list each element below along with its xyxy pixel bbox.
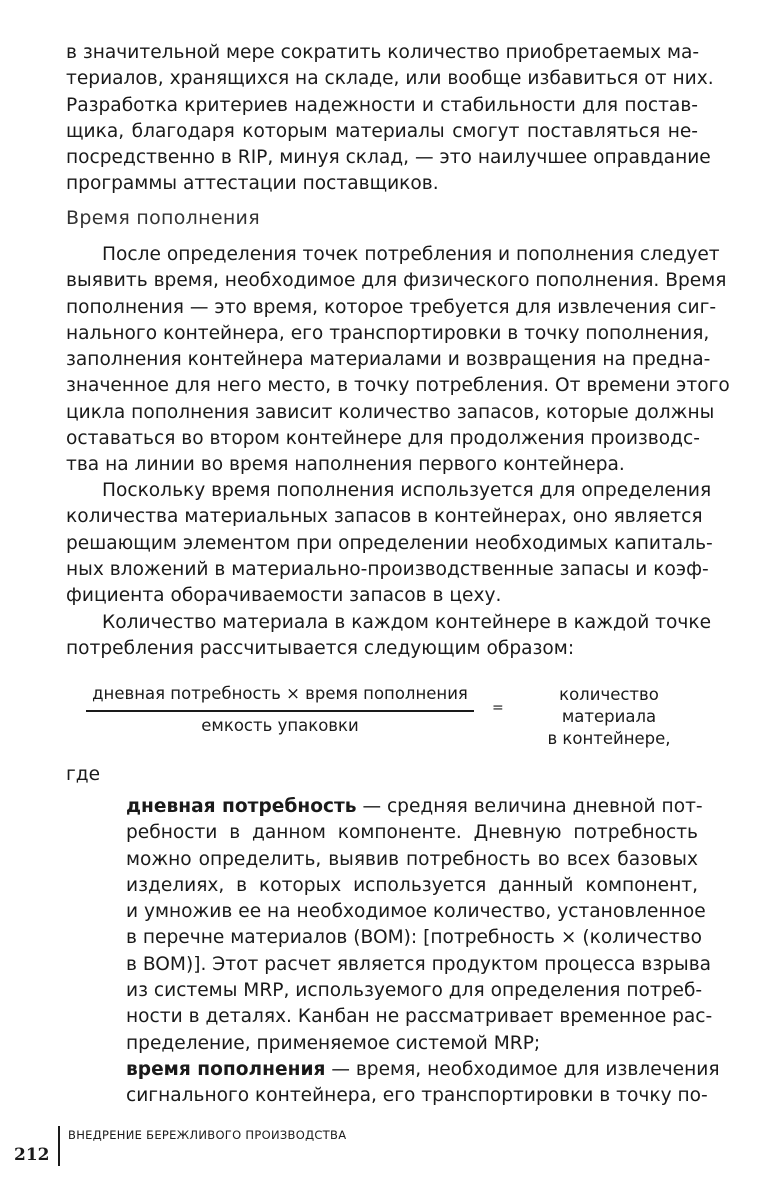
text-line: Количество материала в каждом контейнере в каждой точке [102, 612, 712, 633]
formula-denominator: емкость упаковки [201, 716, 359, 735]
text-line: потребления рассчитывается следующим образом: [66, 638, 575, 660]
definition-term: время пополнения [126, 1059, 326, 1080]
formula-result [524, 684, 694, 750]
text-line: количества материальных запасов в контейнерах, оно является [66, 506, 703, 528]
text-line: решающим элементом при определении необходимых капиталь- [66, 532, 713, 554]
text-line: цикла пополнения зависит количество запасов, которые должны [66, 401, 715, 423]
text-line: программы аттестации поставщиков. [66, 173, 439, 195]
text-line: ребности в данном компоненте. Дневную потребность [126, 822, 698, 844]
formula-result-line: количество [559, 685, 659, 704]
running-title-text: ВНЕДРЕНИЕ БЕРЕЖЛИВОГО ПРОИЗВОДСТВА [68, 1128, 347, 1142]
text-line: можно определить, выявив потребность во всех базовых [126, 848, 698, 870]
text-line: сигнального контейнера, его транспортировки в точку по- [126, 1085, 708, 1107]
intro-paragraph [66, 40, 714, 198]
paragraph-inventory-investment [66, 478, 713, 609]
text-line: в BOM)]. Этот расчет является продуктом процесса взрыва [126, 953, 712, 975]
text-line: пределение, применяемое системой MRP; [126, 1032, 541, 1054]
paragraph-calculation-intro [66, 610, 712, 663]
text-line: оставаться во втором контейнере для продолжения производс- [66, 428, 700, 450]
text-line: териалов, хранящихся на складе, или вообще избавиться от них. [66, 68, 714, 90]
formula-equals: = [492, 700, 504, 716]
text-line: в перечне материалов (BOM): [потребность × (количество [126, 927, 703, 949]
text-line: посредственно в RIP, минуя склад, — это наилучшее оправдание [66, 147, 711, 169]
text-line: значенное для него место, в точку потребления. От времени этого [66, 375, 730, 397]
formula-result-line: в контейнере, [547, 729, 671, 748]
text-line: После определения точек потребления и пополнения следует [102, 244, 720, 265]
page-number: 212 [14, 1145, 50, 1165]
text-line: ности в деталях. Канбан не рассматривает временное рас- [126, 1006, 713, 1028]
definition-body [126, 1083, 708, 1109]
text-line: тва на линии во время наполнения первого контейнера. [66, 454, 625, 476]
text-line: изделиях, в которых используется данный компонент, [126, 874, 698, 896]
definition-first-line [126, 794, 703, 820]
text-line: Разработка критериев надежности и стабильности для постав- [66, 94, 698, 116]
text-line: нального контейнера, его транспортировки в точку пополнения, [66, 322, 710, 344]
definition-body [126, 820, 713, 1057]
text-line: пополнения — это время, которое требуется для извлечения сиг- [66, 296, 717, 318]
footer-divider [58, 1126, 60, 1166]
text-line: из системы MRP, используемого для определения потреб- [126, 980, 703, 1002]
text-line: заполнения контейнера материалами и возвращения на предна- [66, 349, 711, 371]
text-line: выявить время, необходимое для физического пополнения. Время [66, 270, 727, 292]
definition-replenishment-time [126, 1057, 720, 1110]
text-line: ных вложений в материально-производственные запасы и коэф- [66, 558, 709, 580]
container-quantity-formula [86, 684, 686, 754]
formula-result-line: материала [561, 707, 657, 726]
text-line: Поскольку время пополнения используется для определения [102, 480, 712, 501]
definition-text: — время, необходимое для извлечения [325, 1059, 720, 1080]
text-line: в значительной мере сократить количество приобретаемых ма- [66, 42, 700, 63]
formula-fraction-bar [86, 710, 474, 712]
paragraph-replenishment-time [66, 242, 730, 479]
definition-daily-demand [126, 794, 713, 1057]
section-heading: Время пополнения [66, 207, 260, 229]
text-line: и умножив ее на необходимое количество, установленное [126, 901, 706, 923]
definition-text: — средняя величина дневной пот- [356, 796, 703, 817]
text-line: щика, благодаря которым материалы смогут поставляться не- [66, 120, 698, 142]
definition-first-line [126, 1057, 720, 1083]
text-line: фициента оборачиваемости запасов в цеху. [66, 585, 502, 607]
where-label: где [66, 764, 101, 785]
definition-term: дневная потребность [126, 796, 357, 817]
running-title [68, 1128, 346, 1142]
formula-numerator: дневная потребность × время пополнения [92, 684, 468, 703]
